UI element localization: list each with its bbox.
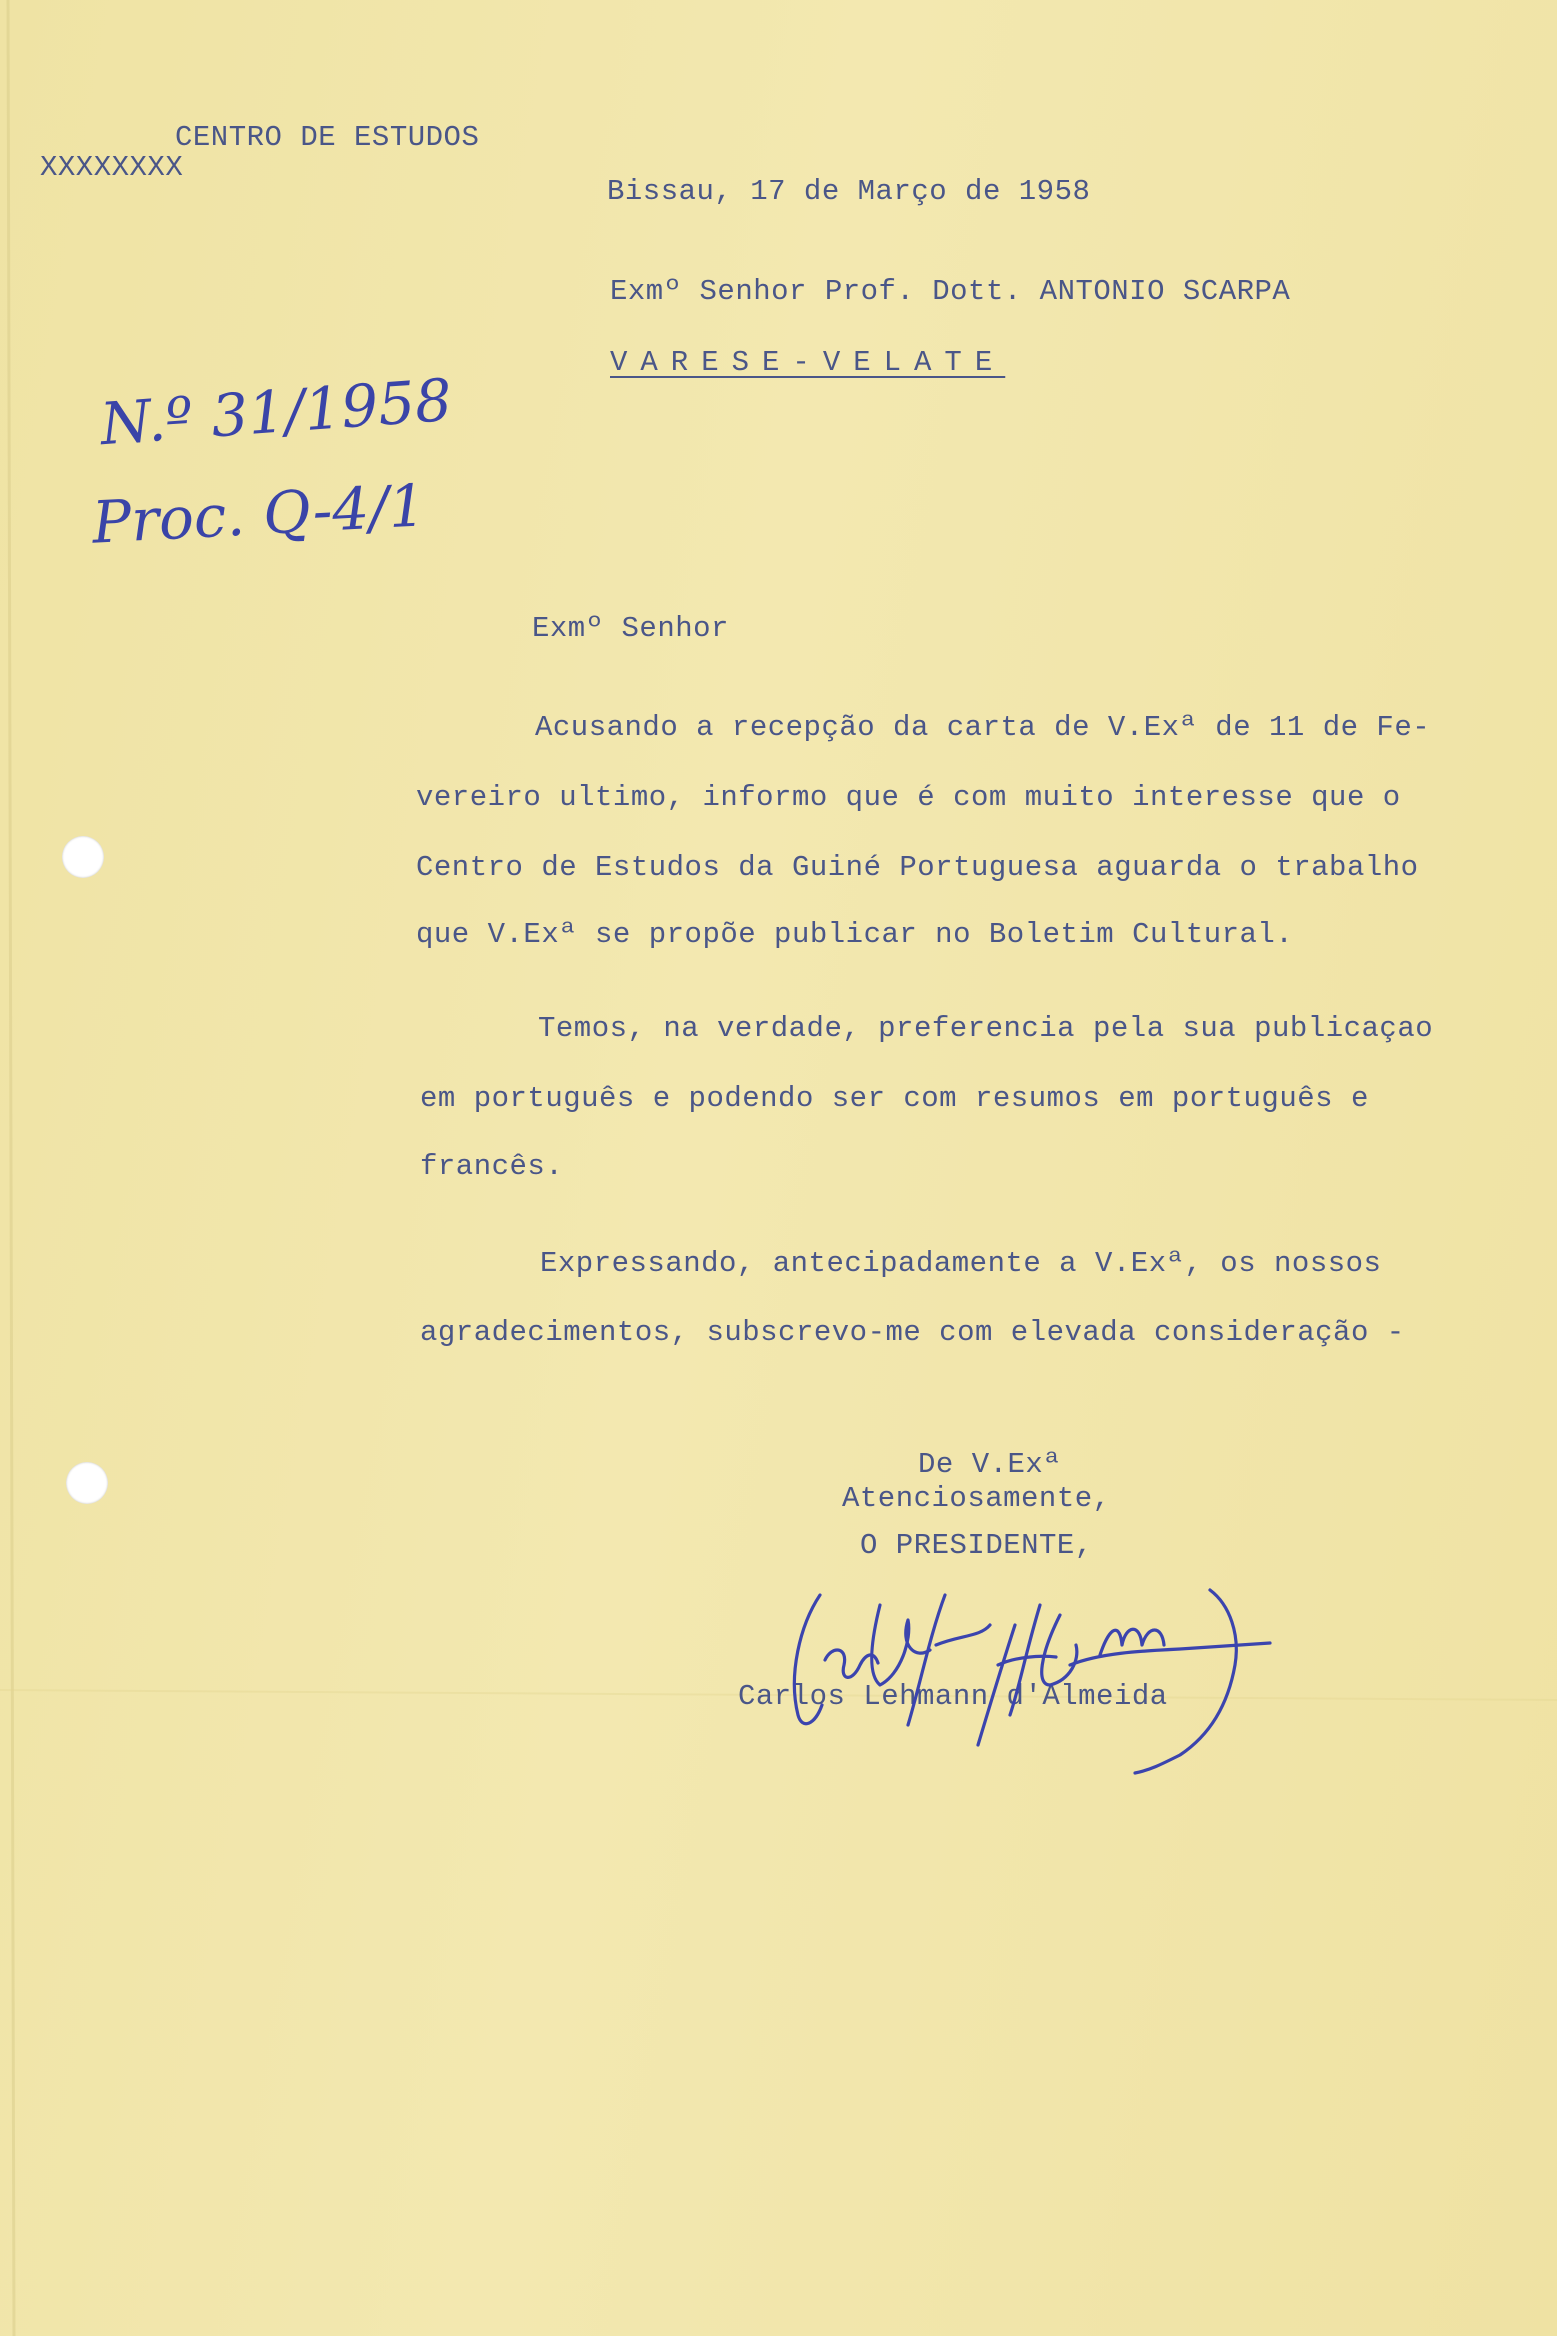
addressee-city: VARESE-VELATE [610, 346, 1006, 379]
process-annotation: Proc. Q-4/1 [90, 471, 428, 557]
signatory-name: Carlos Lehmann d'Almeida [738, 1680, 1168, 1713]
body-line: agradecimentos, subscrevo-me com elevada consideração - [420, 1316, 1405, 1349]
body-line: vereiro ultimo, informo que é com muito interesse que o [416, 781, 1401, 814]
body-line: francês. [420, 1150, 564, 1183]
body-line: Temos, na verdade, preferencia pela sua publicaçao [538, 1012, 1434, 1045]
body-line: Acusando a recepção da carta de V.Exª de 11 de Fe- [535, 711, 1431, 744]
body-line: em português e podendo ser com resumos em português e [420, 1082, 1369, 1115]
salutation: Exmº Senhor [532, 612, 729, 645]
file-number-annotation: N.º 31/1958 [98, 365, 455, 459]
closing-line: Atenciosamente, [842, 1482, 1111, 1515]
punch-hole-bottom [66, 1462, 108, 1504]
handwritten-signature [740, 1565, 1480, 1815]
letter-date: Bissau, 17 de Março de 1958 [607, 175, 1091, 208]
closing-line: De V.Exª [918, 1448, 1062, 1481]
letterhead-struck: XXXXXXXX [40, 151, 184, 184]
letterhead-org: CENTRO DE ESTUDOS [175, 121, 480, 154]
body-line: Centro de Estudos da Guiné Portuguesa aguarda o trabalho [416, 851, 1419, 884]
body-line: que V.Exª se propõe publicar no Boletim Cultural. [416, 918, 1294, 951]
addressee-line: Exmº Senhor Prof. Dott. ANTONIO SCARPA [610, 275, 1291, 308]
closing-line: O PRESIDENTE, [860, 1529, 1093, 1562]
body-line: Expressando, antecipadamente a V.Exª, os nossos [540, 1247, 1382, 1280]
punch-hole-top [62, 836, 104, 878]
